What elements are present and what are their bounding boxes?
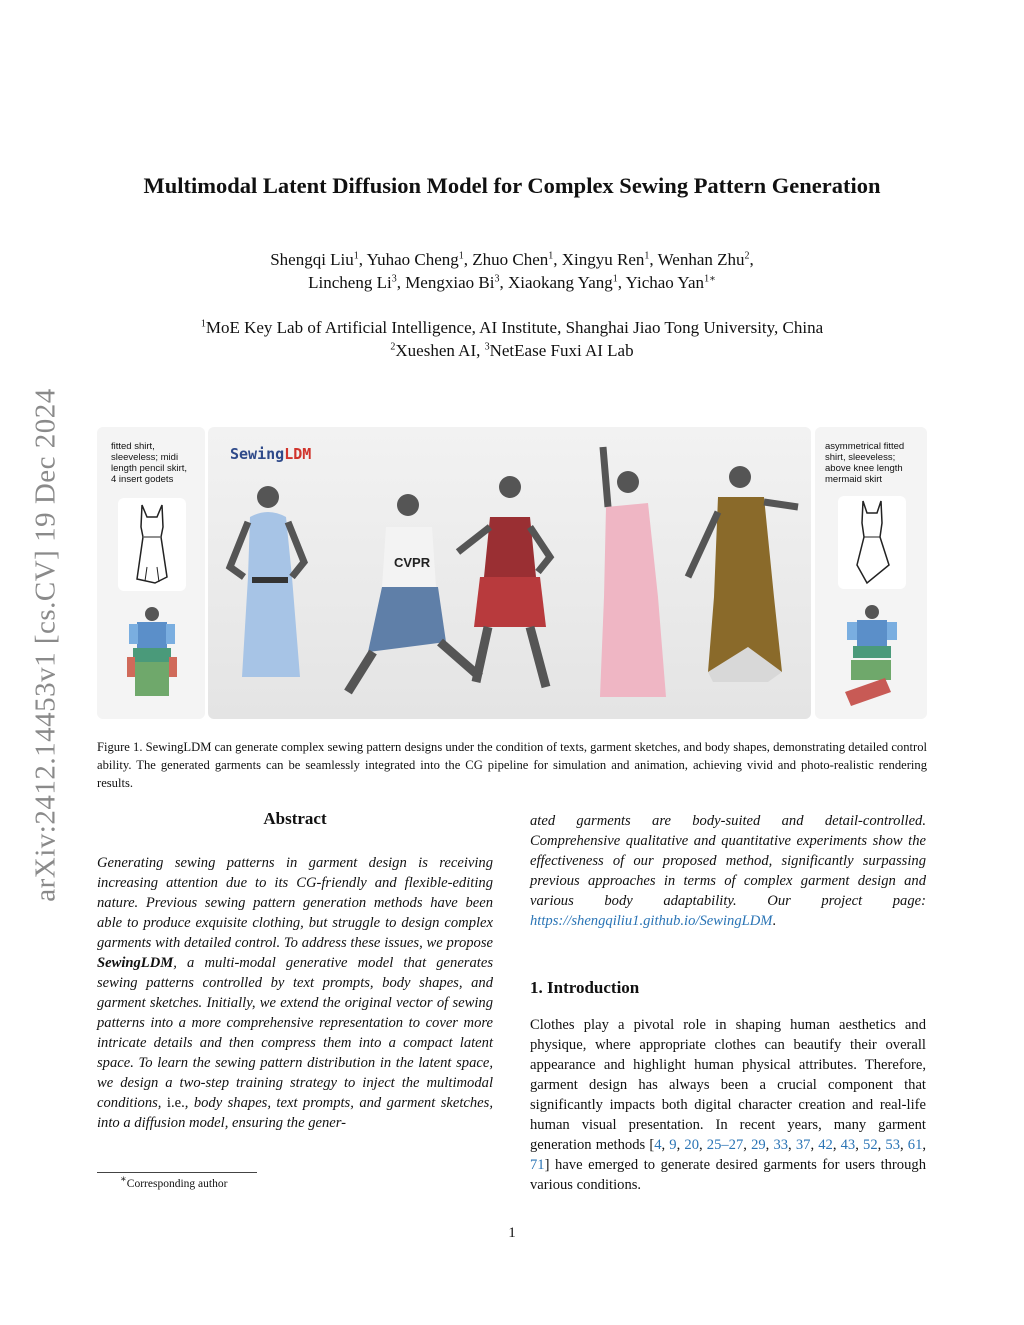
citation-link[interactable]: 43	[840, 1137, 856, 1153]
author-name: Shengqi Liu	[270, 250, 354, 269]
footnote-rule	[97, 1172, 257, 1173]
citation-link[interactable]: 52	[863, 1137, 878, 1153]
avatar-red-plaid	[458, 476, 550, 687]
right-dress-sketch-icon	[837, 495, 907, 590]
citation-link[interactable]: 33	[773, 1137, 789, 1153]
citation-link[interactable]: 25–27	[706, 1137, 744, 1153]
abstract-body-right: ated garments are body-suited and detail-controlled. Comprehensive qualitative and quantitative experiments show the effectiveness of our proposed method, significantly surpassing previous approaches in terms of complex garment design and various body adaptability. Our project page: https://shengqiliu1.github.io/SewingLDM.	[530, 813, 926, 929]
introduction-body: Clothes play a pivotal role in shaping human aesthetics and physique, where appropriate clothes can beautify their overall appearance and highlight human physical attributes. Therefore, garment design has always been a crucial component that significantly impacts both digital character creation and real-life human visual presentation. In recent years, many garment generation methods [4, 9, 20, 25–27, 29, 33, 37, 42, 43, 52, 53, 61, 71] have emerged to generate desired garments for users through various conditions.	[530, 1017, 927, 1193]
citation-list: 4, 9, 20, 25–27, 29, 33, 37, 42, 43, 52, 53, 61, 71	[530, 1137, 927, 1173]
introduction-heading: 1. Introduction	[530, 978, 640, 997]
author-list	[0, 248, 1024, 294]
avatar-cvpr-shirt	[348, 494, 480, 692]
citation-link[interactable]: 53	[885, 1137, 900, 1153]
sewingldm-logo: SewingLDM	[230, 445, 312, 463]
avatar-pink-dress	[600, 447, 666, 697]
footnote: ∗Corresponding author	[120, 1174, 228, 1190]
author-line-2: Lincheng Li$^3$, Mengxiao Bi$^3$, Xiaokang Yang$^1$, Yichao Yan$^{1∗}$	[308, 273, 716, 292]
left-sewing-pattern-icon	[115, 602, 189, 702]
author-name: Xingyu Ren	[561, 250, 645, 269]
arxiv-side-label	[22, 350, 70, 940]
caption-text: SewingLDM can generate complex sewing pattern designs under the condition of texts, garment sketches, and body shapes, demonstrating detailed control ability. The generated garments can be seamlessly integrated into the CG pipeline for simulation and animation, achieving vivid and photo-realistic rendering results.	[97, 740, 927, 790]
author-name: Xiaokang Yang	[507, 273, 613, 292]
author-name: Lincheng Li	[308, 273, 392, 292]
left-condition-panel	[97, 427, 205, 719]
teaser-figure	[97, 427, 927, 722]
author-line-1: Shengqi Liu$^1$, Yuhao Cheng$^1$, Zhuo Chen$^1$, Xingyu Ren$^1$, Wenhan Zhu$^2$,	[270, 250, 754, 269]
citation-link[interactable]: 61	[907, 1137, 923, 1153]
citation-link[interactable]: 20	[684, 1137, 699, 1153]
rendered-garments-panel	[208, 427, 811, 719]
author-name: Yichao Yan	[625, 273, 705, 292]
abstract-body-left: Generating sewing patterns in garment design is receiving increasing attention due to its CG-friendly and flexible-editing nature. Previous sewing pattern generation methods have been able to produce exquisite clothing, but struggle to design complex garments with detailed control. To address these issues, we propose SewingLDM, a multi-modal generative model that generates sewing patterns controlled by text prompts, body shapes, and garment sketches. Initially, we extend the original vector of sewing patterns into a more comprehensive representation to cover more intricate details and then compress them into a compact latent space. To learn the sewing pattern distribution in the latent space, we design a two-step training strategy to inject the multimodal conditions, i.e., body shapes, text prompts, and garment sketches, into a diffusion model, ensuring the gener-	[97, 855, 493, 1131]
citation-link[interactable]: 37	[795, 1137, 811, 1153]
author-name: Wenhan Zhu	[657, 250, 745, 269]
shirt-text: CVPR	[394, 555, 431, 570]
right-sewing-pattern-icon	[835, 602, 909, 712]
arxiv-id-text: arXiv:2412.14453v1 [cs.CV] 19 Dec 2024	[29, 388, 62, 902]
author-name: Zhuo Chen	[472, 250, 549, 269]
abstract-heading: Abstract	[263, 809, 327, 828]
avatar-figures-illustration	[208, 427, 811, 719]
citation-link[interactable]: 42	[818, 1137, 833, 1153]
project-page-link[interactable]: https://shengqiliu1.github.io/SewingLDM	[530, 913, 773, 929]
author-name: Yuhao Cheng	[366, 250, 459, 269]
paper-title: Multimodal Latent Diffusion Model for Complex Sewing Pattern Generation	[143, 173, 881, 198]
citation-link[interactable]: 4	[654, 1137, 662, 1153]
left-text-prompt: fitted shirt, sleeveless; midi length pencil skirt, 4 insert godets	[111, 441, 188, 485]
right-text-prompt: asymmetrical fitted shirt, sleeveless; above knee length mermaid skirt	[825, 441, 905, 485]
affiliations	[0, 316, 1024, 362]
figure-caption	[97, 738, 927, 792]
caption-label: Figure 1.	[97, 740, 143, 754]
citation-link[interactable]: 9	[669, 1137, 677, 1153]
author-name: Mengxiao Bi	[405, 273, 495, 292]
affiliation-line-1: $^1$MoE Key Lab of Artificial Intelligence, AI Institute, Shanghai Jiao Tong University, China	[200, 318, 824, 337]
avatar-patterned-dress	[688, 466, 798, 682]
avatar-blue-dress	[230, 486, 304, 677]
right-condition-panel	[815, 427, 927, 719]
citation-link[interactable]: 29	[751, 1137, 766, 1153]
page-number: 1	[508, 1225, 516, 1241]
citation-link[interactable]: 71	[530, 1157, 545, 1173]
left-dress-sketch-icon	[117, 497, 187, 592]
model-name: SewingLDM	[97, 955, 174, 971]
affiliation-line-2: $^2$Xueshen AI, $^3$NetEase Fuxi AI Lab	[390, 341, 634, 360]
